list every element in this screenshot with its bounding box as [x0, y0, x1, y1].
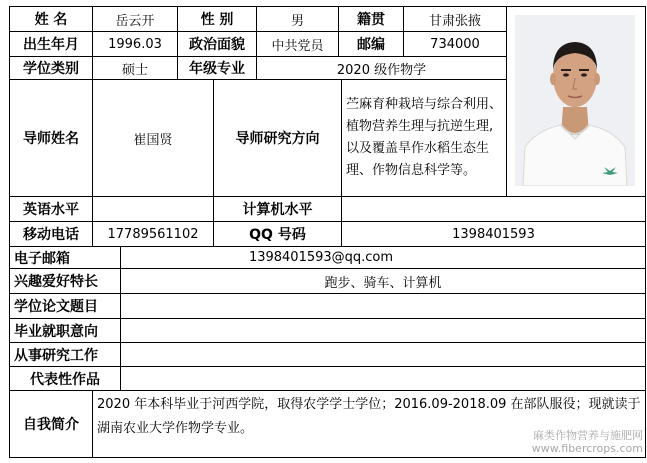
thesis-value — [121, 294, 645, 318]
intro-value: 2020 年本科毕业于河西学院，取得农学学士学位；2016.09-2018.09 在部队服役；现就读于湖南农业大学作物学专业。 — [97, 397, 641, 436]
advisor-value: 崔国贤 — [133, 132, 173, 148]
research-label: 从事研究工作 — [14, 347, 98, 364]
intro-label: 自我简介 — [23, 417, 79, 433]
name-label: 姓 名 — [34, 12, 68, 28]
direction-value: 苎麻育种栽培与综合利用、植物营养生理与抗逆生理,以及覆盖旱作水稻生态生理、作物信息科学等。 — [346, 97, 503, 178]
hobby-value: 跑步、骑车、计算机 — [324, 275, 442, 291]
phone-value: 17789561102 — [107, 226, 199, 242]
politics-value: 中共党员 — [271, 38, 324, 54]
postcode-value: 734000 — [430, 36, 480, 52]
profile-photo — [515, 15, 635, 186]
works-label: 代表性作品 — [30, 371, 100, 388]
advisor-label: 导师姓名 — [23, 131, 79, 147]
works-value — [121, 367, 645, 390]
email-value: 1398401593@qq.com — [248, 250, 394, 265]
grade-label: 年级专业 — [189, 61, 245, 77]
computer-label: 计算机水平 — [242, 202, 313, 218]
email-label: 电子邮箱 — [14, 250, 70, 267]
thesis-label: 学位论文题目 — [14, 299, 98, 315]
hobby-label: 兴趣爱好特长 — [14, 274, 98, 290]
gender-value: 男 — [290, 13, 304, 29]
watermark-line2: www.fibercrops.com — [531, 442, 643, 455]
watermark — [505, 429, 643, 455]
portrait-image — [515, 15, 635, 186]
birth-value: 1996.03 — [108, 36, 162, 52]
watermark-line1: 麻类作物营养与施肥网 — [533, 429, 643, 442]
job-value — [121, 319, 645, 342]
gender-label: 性 别 — [200, 12, 234, 28]
postcode-label: 邮编 — [357, 37, 385, 53]
birth-label: 出生年月 — [23, 37, 79, 53]
origin-label: 籍贯 — [357, 12, 385, 28]
research-value — [121, 343, 645, 366]
computer-value — [342, 197, 645, 221]
qq-label: QQ 号码 — [249, 227, 306, 243]
direction-label: 导师研究方向 — [235, 131, 320, 147]
name-value: 岳云开 — [115, 13, 155, 29]
degree-label: 学位类别 — [23, 61, 79, 77]
degree-value: 硕士 — [121, 62, 148, 78]
english-label: 英语水平 — [23, 202, 79, 218]
qq-value: 1398401593 — [452, 226, 535, 242]
politics-label: 政治面貌 — [189, 37, 245, 53]
phone-label: 移动电话 — [23, 227, 79, 243]
job-label: 毕业就职意向 — [14, 323, 98, 340]
grade-value: 2020 级作物学 — [336, 62, 427, 78]
english-value — [93, 197, 213, 221]
origin-value: 甘肃张掖 — [428, 13, 481, 29]
